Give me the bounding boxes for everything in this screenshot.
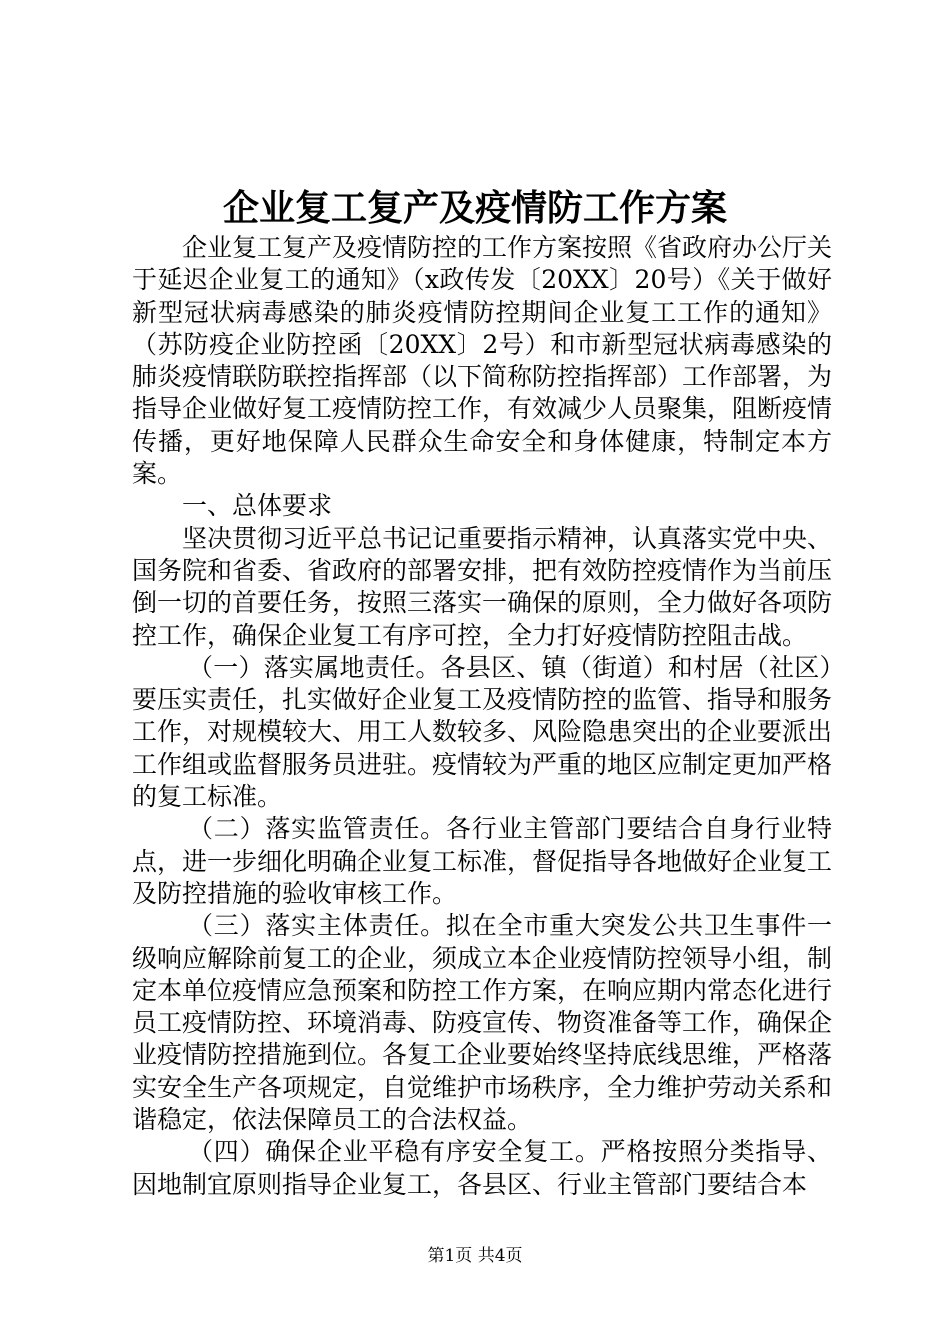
item-2-paragraph: （二）落实监管责任。各行业主管部门要结合自身行业特点，进一步细化明确企业复工标准，督促指导各地做好企业复工及防控措施的验收审核工作。 <box>132 814 833 908</box>
document-title: 企业复工复产及疫情防工作方案 <box>222 187 727 229</box>
page-footer: 第1页 共4页 <box>427 1246 523 1266</box>
document-body <box>132 232 832 1201</box>
item-1-paragraph: （一）落实属地责任。各县区、镇（街道）和村居（社区）要压实责任，扎实做好企业复工及疫情防控的监管、指导和服务工作，对规模较大、用工人数较多、风险隐患突出的企业要派出工作组或监督服务员进驻。疫情较为严重的地区应制定更加严格的复工标准。 <box>132 652 833 812</box>
item-3-paragraph: （三）落实主体责任。拟在全市重大突发公共卫生事件一级响应解除前复工的企业，须成立本企业疫情防控领导小组，制定本单位疫情应急预案和防控工作方案，在响应期内常态化进行员工疫情防控、环境消毒、防疫宣传、物资准备等工作，确保企业疫情防控措施到位。各复工企业要始终坚持底线思维，严格落实安全生产各项规定，自觉维护市场秩序，全力维护劳动关系和谐稳定，依法保障员工的合法权益。 <box>132 911 833 1135</box>
general-requirements-paragraph: 坚决贯彻习近平总书记记重要指示精神，认真落实党中央、国务院和省委、省政府的部署安排，把有效防控疫情作为当前压倒一切的首要任务，按照三落实一确保的原则，全力做好各项防控工作，确保企业复工有序可控，全力打好疫情防控阻击战。 <box>132 523 833 650</box>
item-4-paragraph: （四）确保企业平稳有序安全复工。严格按照分类指导、因地制宜原则指导企业复工，各县区、行业主管部门要结合本 <box>132 1137 832 1199</box>
section-heading-general-requirements: 一、总体要求 <box>182 491 333 521</box>
intro-paragraph: 企业复工复产及疫情防控的工作方案按照《省政府办公厅关于延迟企业复工的通知》（x政传发〔20XX〕20号）《关于做好新型冠状病毒感染的肺炎疫情防控期间企业复工工作的通知》（苏防疫企业防控函〔20XX〕2号）和市新型冠状病毒感染的肺炎疫情联防联控指挥部（以下简称防控指挥部）工作部署，为指导企业做好复工疫情防控工作，有效减少人员聚集，阻断疫情传播，更好地保障人民群众生命安全和身体健康，特制定本方案。 <box>132 233 833 489</box>
